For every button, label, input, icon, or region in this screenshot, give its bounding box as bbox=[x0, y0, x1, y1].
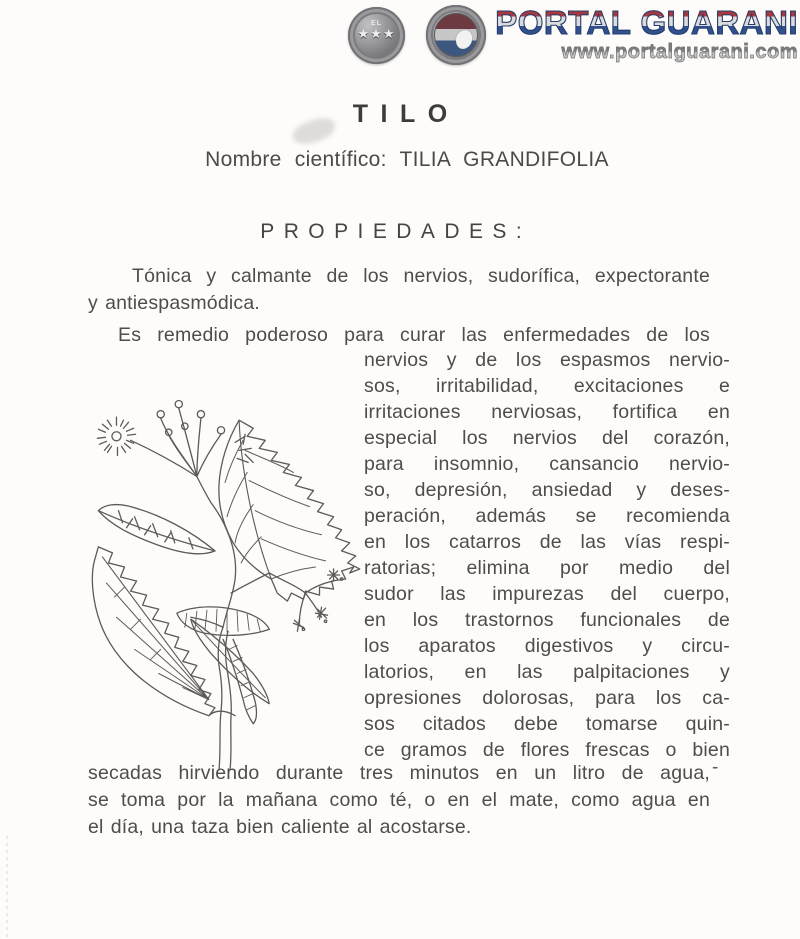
section-heading-propiedades: PROPIEDADES: bbox=[260, 220, 532, 243]
text-line: sudor las impurezas del cuerpo, bbox=[364, 583, 730, 605]
paraguay-flag-seal-icon bbox=[426, 5, 486, 65]
text-line: so, depresión, ansiedad y deses- bbox=[364, 479, 730, 501]
portal-guarani-watermark bbox=[348, 3, 798, 67]
text-line: para insomnio, cansancio nervio- bbox=[364, 453, 730, 475]
paragraph-properties bbox=[88, 263, 710, 317]
text-line: irritaciones nerviosas, fortifica en bbox=[364, 401, 730, 423]
paraguay-republic-seal-icon bbox=[348, 7, 405, 64]
flag-disc-icon bbox=[434, 13, 478, 57]
scan-edge-streak bbox=[6, 836, 8, 939]
text-line: se toma por la mañana como té, o en el mate, como agua en bbox=[88, 789, 710, 811]
text-line: ce gramos de flores frescas o bien bbox=[364, 739, 730, 761]
paragraph-remedy-column bbox=[364, 347, 730, 763]
text-line: sos, irritabilidad, excitaciones e bbox=[364, 375, 730, 397]
tilo-plant-illustration bbox=[72, 380, 364, 772]
text-line: ratorias; elimina por medio del bbox=[364, 557, 730, 579]
text-line: en los catarros de las vías respi- bbox=[364, 531, 730, 553]
brand-text-block bbox=[494, 3, 798, 62]
text-line: el día, una taza bien caliente al acostarse. bbox=[88, 816, 472, 838]
page-title: TILO bbox=[352, 100, 460, 128]
scientific-name: Nombre científico: TILIA GRANDIFOLIA bbox=[205, 148, 609, 171]
text-line: los aparatos digestivos y circu- bbox=[364, 635, 730, 657]
seal-label: EL bbox=[371, 20, 382, 27]
site-name: PORTAL GUARANI bbox=[495, 4, 798, 41]
text-line: secadas hirviendo durante tres minutos en un litro de agua, bbox=[88, 762, 710, 784]
text-line: latorios, en las palpitaciones y bbox=[364, 661, 730, 683]
text-line: peración, además se recomienda bbox=[364, 505, 730, 527]
text-line: sos citados debe tomarse quin- bbox=[364, 713, 730, 735]
paragraph-remedy-closing bbox=[88, 760, 710, 841]
text-line: especial los nervios del corazón, bbox=[364, 427, 730, 449]
text-line: en los trastornos funcionales de bbox=[364, 609, 730, 631]
scan-artifact-dash: - bbox=[712, 757, 719, 778]
paraguay-map-icon bbox=[455, 29, 473, 50]
paragraph-remedy-intro: Es remedio poderoso para curar las enfermedades de los bbox=[118, 324, 710, 346]
text-line: Tónica y calmante de los nervios, sudorífica, expectorante bbox=[132, 265, 710, 287]
seal-stars-icon: ★★★ bbox=[357, 26, 396, 41]
text-line: opresiones dolorosas, para los ca- bbox=[364, 687, 730, 709]
site-url: www.portalguarani.com bbox=[494, 42, 798, 62]
text-line: y antiespasmódica. bbox=[88, 292, 261, 314]
text-line: nervios y de los espasmos nervio- bbox=[364, 349, 730, 371]
